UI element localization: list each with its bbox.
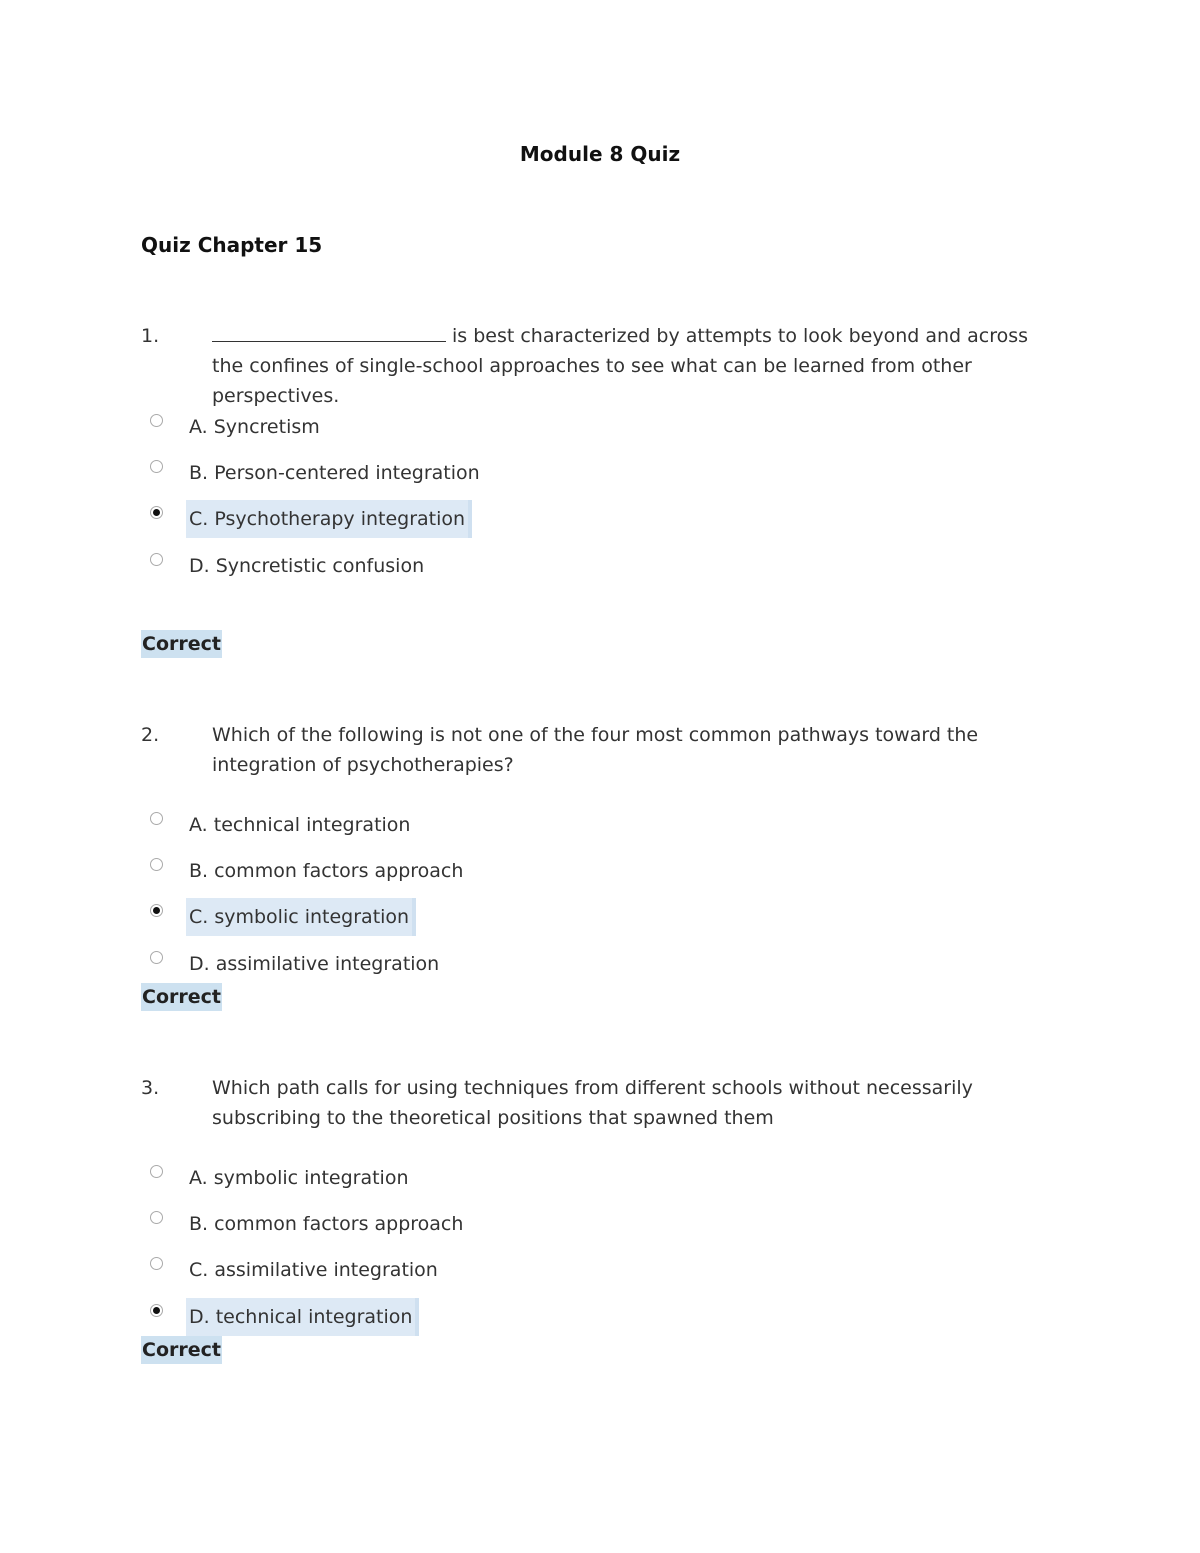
radio-button-selected[interactable] <box>150 904 163 917</box>
option-label: B. common factors approach <box>189 1213 464 1235</box>
question-text-content: is best characterized by attempts to look beyond and across the confines of single-school approaches to see what can be learned from other perspectives. <box>212 325 1029 407</box>
option-label: D. Syncretistic confusion <box>189 555 425 577</box>
option-label: D. assimilative integration <box>189 953 440 975</box>
radio-button[interactable] <box>150 553 163 566</box>
option-label-selected: D. technical integration <box>186 1298 419 1336</box>
radio-button[interactable] <box>150 460 163 473</box>
option-label: A. symbolic integration <box>189 1167 409 1189</box>
option-label: B. Person-centered integration <box>189 462 480 484</box>
question-text <box>212 321 1061 411</box>
fill-in-blank <box>212 321 446 342</box>
radio-button[interactable] <box>150 1257 163 1270</box>
question-1 <box>141 321 1061 411</box>
question-text: Which of the following is not one of the four most common pathways toward the integration of psychotherapies? <box>212 724 979 776</box>
result-badge: Correct <box>141 983 222 1011</box>
option-label-selected: C. symbolic integration <box>186 898 416 936</box>
question-2 <box>141 720 1061 780</box>
result-badge: Correct <box>141 1336 222 1364</box>
option-label: A. Syncretism <box>189 416 320 438</box>
radio-button[interactable] <box>150 414 163 427</box>
radio-button[interactable] <box>150 951 163 964</box>
option-label-selected: C. Psychotherapy integration <box>186 500 472 538</box>
radio-button[interactable] <box>150 858 163 871</box>
question-3 <box>141 1073 1061 1133</box>
result-badge: Correct <box>141 630 222 658</box>
radio-button[interactable] <box>150 1165 163 1178</box>
question-number: 1. <box>141 325 160 347</box>
option-label: C. assimilative integration <box>189 1259 438 1281</box>
radio-button-selected[interactable] <box>150 506 163 519</box>
question-text: Which path calls for using techniques from different schools without necessarily subscribing to the theoretical positions that spawned them <box>212 1077 973 1129</box>
chapter-heading: Quiz Chapter 15 <box>141 233 323 257</box>
option-label: B. common factors approach <box>189 860 464 882</box>
question-number: 2. <box>141 724 160 746</box>
radio-button-selected[interactable] <box>150 1304 163 1317</box>
radio-button[interactable] <box>150 812 163 825</box>
option-label: A. technical integration <box>189 814 411 836</box>
question-number: 3. <box>141 1077 160 1099</box>
page-title: Module 8 Quiz <box>519 142 681 166</box>
radio-button[interactable] <box>150 1211 163 1224</box>
